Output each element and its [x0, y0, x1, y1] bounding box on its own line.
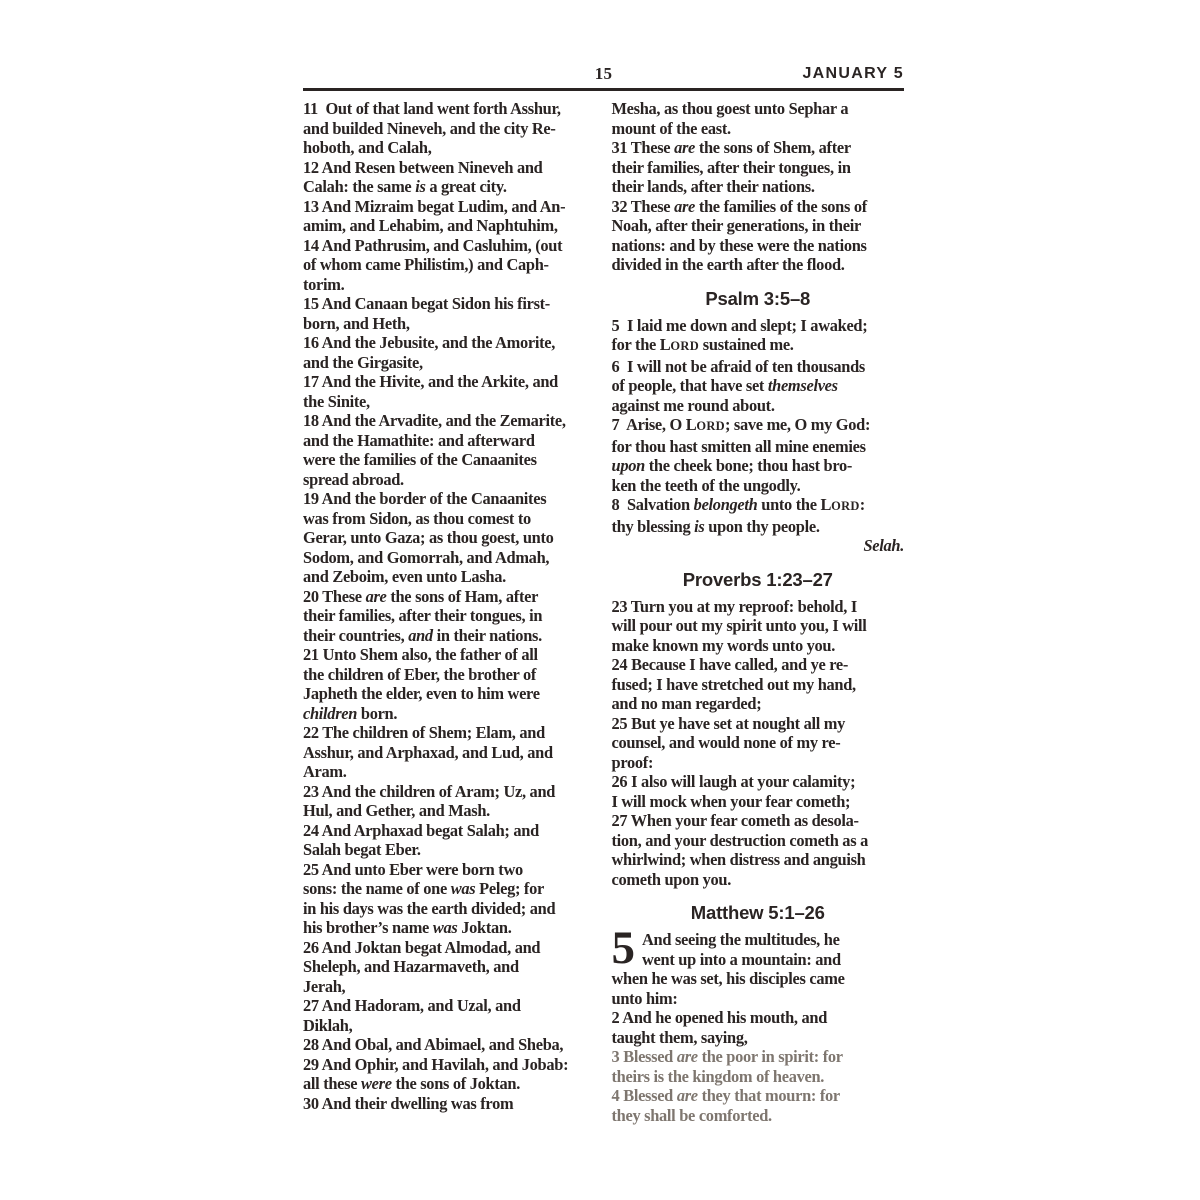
small-caps-lord: ORD	[670, 339, 699, 353]
text-line: Diklah,	[303, 1015, 353, 1035]
text-line: 16 And the Jebusite, and the Amorite,	[303, 333, 556, 352]
text-line: 12 And Resen between Nineveh and	[303, 157, 543, 177]
text-line: the Sinite,	[303, 391, 370, 411]
text-line: 30 And their dwelling was from	[303, 1093, 514, 1113]
text-line: 7 Arise, O LORD; save me, O my God:	[611, 415, 871, 434]
text-line: 15 And Canaan begat Sidon his first-	[303, 294, 550, 313]
section-heading: Proverbs 1:23–27	[682, 568, 833, 590]
text-line: 6 I will not be afraid of ten thousands	[611, 356, 865, 376]
text-line: Mesha, as thou goest unto Sephar a	[611, 99, 849, 118]
page-number: 15	[594, 64, 613, 83]
text-columns	[303, 99, 904, 1125]
text-line: fused; I have stretched out my hand,	[611, 674, 856, 694]
chapter-number-dropcap: 5	[611, 922, 635, 974]
text-line: Sheleph, and Hazarmaveth, and	[303, 957, 519, 976]
text-line: their families, after their tongues, in	[303, 606, 543, 625]
scripture-section	[612, 288, 905, 556]
small-caps-lord: ORD	[831, 499, 860, 513]
text-line: for thou hast smitten all mine enemies	[611, 436, 866, 456]
section-heading: Matthew 5:1–26	[690, 902, 825, 923]
scripture-section	[612, 99, 905, 275]
text-line: their countries, and in their nations.	[303, 625, 542, 645]
right-column	[612, 99, 905, 1125]
text-line: 20 These are the sons of Ham, after	[303, 586, 539, 606]
text-line: 5 I laid me down and slept; I awaked;	[611, 315, 868, 335]
text-line: taught them, saying,	[611, 1027, 748, 1047]
text-line: hoboth, and Calah,	[303, 138, 432, 157]
text-line: sons: the name of one was Peleg; for	[303, 879, 544, 898]
text-line: 21 Unto Shem also, the father of all	[303, 645, 538, 664]
text-line: 25 And unto Eber were born two	[303, 859, 523, 879]
text-line: in his days was the earth divided; and	[303, 898, 556, 918]
text-line: 8 Salvation belongeth unto the LORD:	[611, 495, 865, 514]
text-line: mount of the east.	[611, 118, 731, 138]
text-line: born, and Heth,	[303, 313, 410, 333]
text-line: make known my words unto you.	[611, 635, 836, 655]
text-line: 24 And Arphaxad begat Salah; and	[303, 820, 539, 840]
text-line: 2 And he opened his mouth, and	[611, 1008, 828, 1027]
text-line: whirlwind; when distress and anguish	[611, 850, 866, 869]
text-line: counsel, and would none of my re-	[611, 733, 841, 752]
scripture-section	[612, 569, 905, 890]
text-line: 22 The children of Shem; Elam, and	[303, 723, 545, 742]
section-heading: Psalm 3:5–8	[705, 287, 811, 309]
text-line: 14 And Pathrusim, and Casluhim, (out	[303, 235, 563, 255]
text-line: will pour out my spirit unto you, I will	[611, 616, 867, 635]
text-line: upon the cheek bone; thou hast bro-	[611, 456, 853, 475]
text-line: nations: and by these were the nations	[611, 235, 867, 255]
text-line: spread abroad.	[303, 469, 404, 489]
text-line: 28 And Obal, and Abimael, and Sheba,	[303, 1035, 564, 1054]
text-line: ken the teeth of the ungodly.	[611, 475, 801, 495]
text-line: 4 Blessed are they that mourn: for	[611, 1086, 840, 1105]
text-line: their lands, after their nations.	[611, 177, 815, 196]
text-line: and builded Nineveh, and the city Re-	[303, 118, 556, 138]
text-line: 29 And Ophir, and Havilah, and Jobab:	[303, 1054, 569, 1074]
text-line: 3 Blessed are the poor in spirit: for	[611, 1047, 843, 1066]
text-line: Asshur, and Arphaxad, and Lud, and	[303, 742, 553, 762]
text-line: 27 And Hadoram, and Uzal, and	[303, 996, 521, 1015]
text-line: children born.	[303, 703, 398, 723]
text-line: Jerah,	[303, 976, 346, 996]
text-line: for the LORD sustained me.	[611, 335, 794, 354]
text-line: 23 And the children of Aram; Uz, and	[303, 781, 556, 801]
text-line: Sodom, and Gomorrah, and Admah,	[303, 547, 550, 567]
text-line: of people, that have set themselves	[611, 376, 838, 395]
text-line: and the Girgasite,	[303, 352, 423, 372]
text-line: Hul, and Gether, and Mash.	[303, 801, 490, 820]
text-line: 31 These are the sons of Shem, after	[611, 138, 851, 157]
date-heading: JANUARY 5	[802, 65, 904, 82]
text-line: theirs is the kingdom of heaven.	[611, 1066, 825, 1086]
text-line: And seeing the multitudes, he	[642, 930, 840, 949]
text-line: Salah begat Eber.	[303, 840, 421, 859]
text-line: proof:	[611, 752, 654, 772]
scripture-section	[612, 902, 905, 1125]
text-line: 26 I also will laugh at your calamity;	[611, 772, 856, 791]
text-line: when he was set, his disciples came	[611, 969, 845, 988]
text-line: were the families of the Canaanites	[303, 450, 537, 469]
text-line: tion, and your destruction cometh as a	[611, 830, 868, 850]
header-rule	[303, 88, 904, 91]
text-line: all these were the sons of Joktan.	[303, 1074, 521, 1093]
text-line: went up into a mountain: and	[642, 949, 841, 969]
text-line: and Zeboim, even unto Lasha.	[303, 567, 506, 586]
text-line: and no man regarded;	[611, 694, 762, 713]
text-line: 24 Because I have called, and ye re-	[611, 655, 849, 674]
text-line: 23 Turn you at my reproof: behold, I	[611, 596, 857, 616]
text-line: cometh upon you.	[611, 869, 732, 889]
text-line: against me round about.	[611, 395, 775, 415]
text-line: 26 And Joktan begat Almodad, and	[303, 937, 541, 957]
text-line: 18 And the Arvadite, and the Zemarite,	[303, 411, 566, 430]
text-line: 11 Out of that land went forth Asshur,	[303, 99, 561, 118]
page-header	[303, 64, 904, 88]
text-line: 25 But ye have set at nought all my	[611, 713, 846, 733]
text-line: I will mock when your fear cometh;	[611, 791, 851, 811]
text-line: Gerar, unto Gaza; as thou goest, unto	[303, 528, 554, 547]
text-line: his brother’s name was Joktan.	[303, 918, 512, 937]
text-line: 27 When your fear cometh as desola-	[611, 811, 859, 830]
text-line: Japheth the elder, even to him were	[303, 684, 540, 703]
text-line: they shall be comforted.	[611, 1105, 772, 1125]
text-line: Selah.	[863, 536, 904, 555]
text-line: 19 And the border of the Canaanites	[303, 489, 547, 508]
text-line: torim.	[303, 274, 345, 294]
text-line: 17 And the Hivite, and the Arkite, and	[303, 372, 558, 391]
text-line: 32 These are the families of the sons of	[611, 196, 867, 216]
text-line: and the Hamathite: and afterward	[303, 430, 535, 450]
small-caps-lord: ORD	[696, 419, 725, 433]
text-line: of whom came Philistim,) and Caph-	[303, 255, 549, 274]
text-line: divided in the earth after the flood.	[611, 255, 845, 274]
page-content	[303, 64, 904, 1125]
text-line: their families, after their tongues, in	[611, 157, 851, 177]
text-line: Aram.	[303, 762, 347, 781]
text-line: thy blessing is upon thy people.	[611, 516, 820, 536]
text-line: the children of Eber, the brother of	[303, 664, 537, 684]
text-line: Calah: the same is a great city.	[303, 177, 507, 196]
text-line: unto him:	[611, 988, 678, 1008]
text-line: amim, and Lehabim, and Naphtuhim,	[303, 216, 558, 235]
left-column	[303, 99, 596, 1125]
text-line: Noah, after their generations, in their	[611, 216, 861, 235]
text-line: 13 And Mizraim begat Ludim, and An-	[303, 196, 566, 216]
text-line: was from Sidon, as thou comest to	[303, 508, 531, 528]
